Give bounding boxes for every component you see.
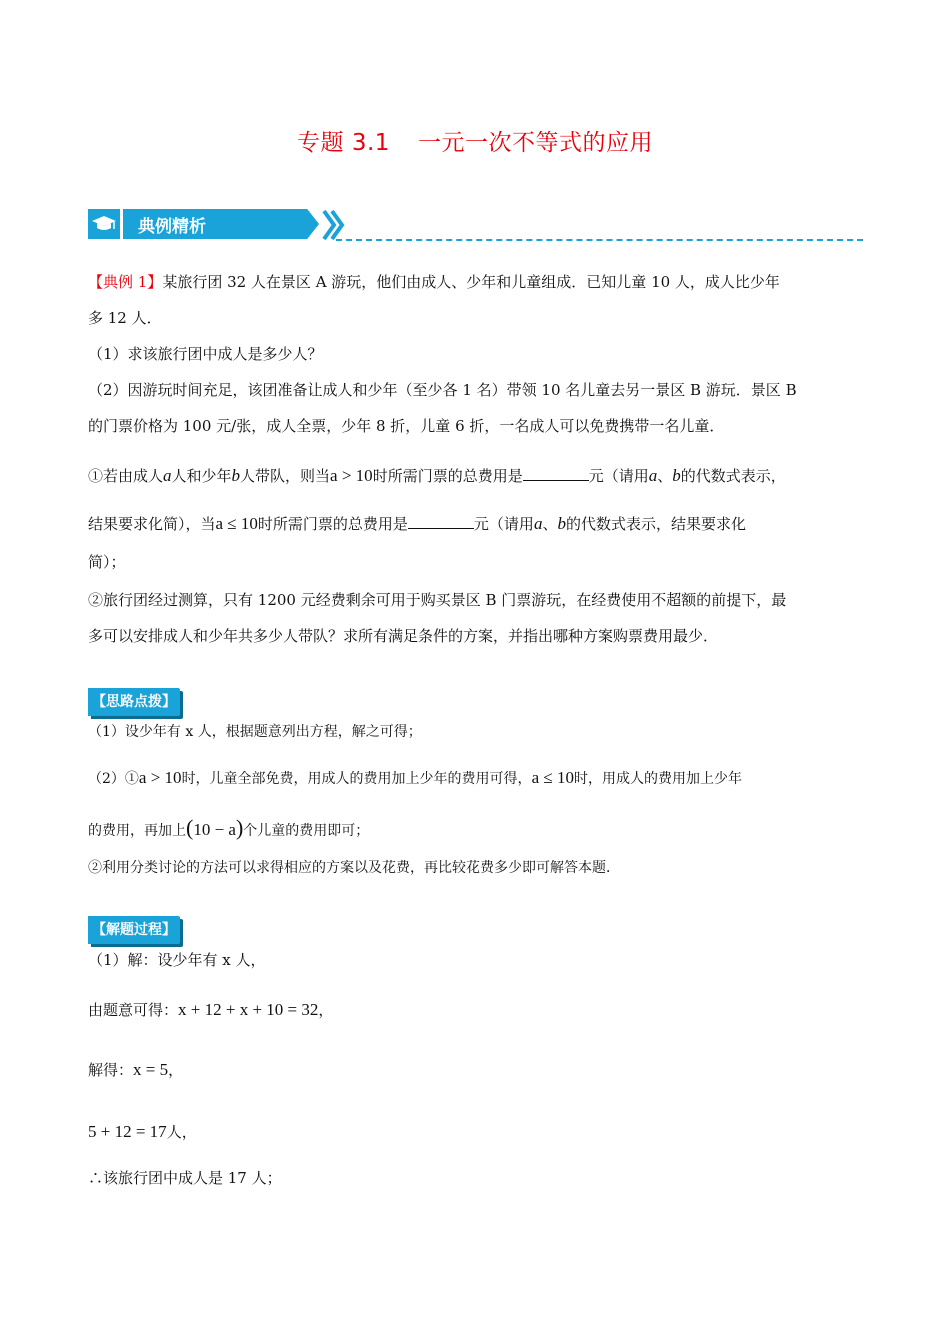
- example-sub2-line-2: 多可以安排成人和少年共多少人带队？求所有满足条件的方案，并指出哪种方案购票费用最少．: [88, 627, 719, 645]
- banner-divider: [336, 239, 863, 241]
- example-sub1-line-1: ①若由成人a人和少年b人带队，则当a > 10时所需门票的总费用是 元（请用a、b的代数式表示，: [88, 466, 786, 485]
- example-question-2-line-1: （2）因游玩时间充足，该团准备让成人和少年（至少各 1 名）带领 10 名儿童去另一景区 B 游玩．景区 B: [88, 381, 797, 399]
- banner-label: 典例精析: [138, 217, 206, 237]
- example-question-2-line-2: 的门票价格为 100 元/张，成人全票，少年 8 折，儿童 6 折，一名成人可以免费携带一名儿童．: [88, 417, 725, 435]
- example-sub1-line-2: 结果要求化简），当a ≤ 10时所需门票的总费用是 元（请用a、b的代数式表示，结果要求化: [88, 514, 746, 533]
- answer-blank-1[interactable]: [523, 466, 589, 481]
- title-main: 一元一次不等式的应用: [417, 130, 653, 156]
- hint-line-3: 的费用，再加上(10 − a)个儿童的费用即可；: [88, 815, 370, 840]
- page-title: [0, 124, 950, 157]
- solution-line-3: 解得：x = 5，: [88, 1060, 184, 1079]
- solution-line-5: ∴该旅行团中成人是 17 人；: [88, 1169, 282, 1187]
- example-sub2-line-1: ②旅行团经过测算，只有 1200 元经费剩余可用于购买景区 B 门票游玩，在经费使用不超额的前提下，最: [88, 591, 787, 609]
- solution-tag: 【解题过程】: [88, 916, 180, 944]
- example-line-2: 多 12 人．: [88, 309, 162, 327]
- chevron-right-icon: [320, 209, 348, 241]
- hint-tag: 【思路点拨】: [88, 688, 180, 716]
- hint-line-4: ②利用分类讨论的方法可以求得相应的方案以及花费，再比较花费多少即可解答本题．: [88, 860, 620, 876]
- hint-line-2: （2）①a > 10时，儿童全部免费，用成人的费用加上少年的费用可得，a ≤ 10时，用成人的费用加上少年: [88, 768, 742, 787]
- example-sub1-line-3: 简）；: [88, 553, 126, 571]
- example-tag: 【典例 1】: [88, 273, 163, 291]
- graduation-cap-icon: [88, 209, 120, 239]
- answer-blank-2[interactable]: [408, 514, 474, 529]
- solution-line-4: 5 + 12 = 17人，: [88, 1122, 197, 1141]
- solution-line-2: 由题意可得：x + 12 + x + 10 = 32，: [88, 1000, 334, 1019]
- section-banner: [88, 208, 863, 242]
- solution-line-1: （1）解：设少年有 x 人，: [88, 951, 266, 969]
- title-prefix: 专题 3.1: [297, 130, 390, 156]
- example-question-1: （1）求该旅行团中成人是多少人？: [88, 345, 323, 363]
- example-line-1: 【典例 1】某旅行团 32 人在景区 A 游玩，他们由成人、少年和儿童组成．已知儿童 10 人，成人比少年: [88, 273, 780, 291]
- hint-line-1: （1）设少年有 x 人，根据题意列出方程，解之可得；: [88, 724, 422, 740]
